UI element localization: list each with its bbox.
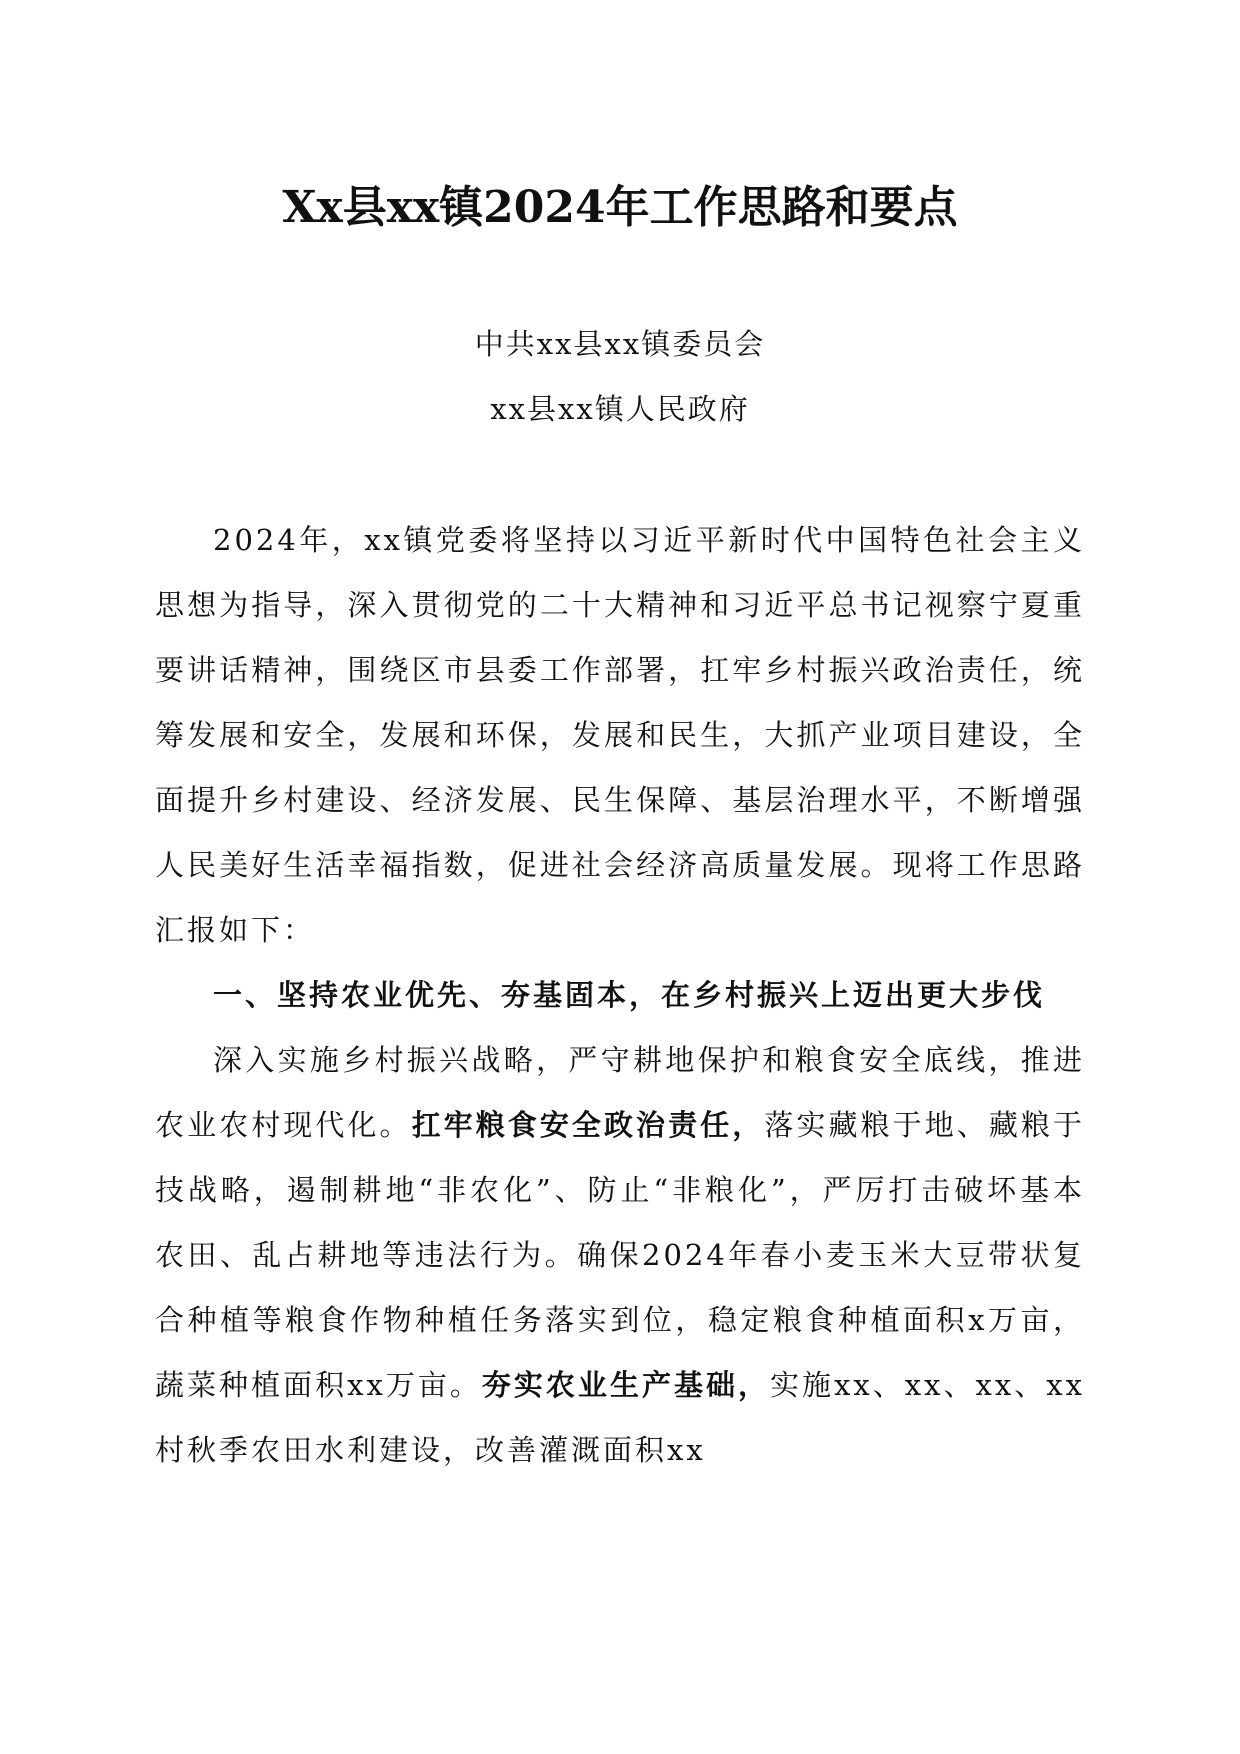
intro-paragraph: 2024年，xx镇党委将坚持以习近平新时代中国特色社会主义思想为指导，深入贯彻党的二十大精神和习近平总书记视察宁夏重要讲话精神，围绕区市县委工作部署，扛牢乡村振兴政治责任，统筹发展和安全，发展和环保，发展和民生，大抓产业项目建设，全面提升乡村建设、经济发展、民生保障、基层治理水平，不断增强人民美好生活幸福指数，促进社会经济高质量发展。现将工作思路汇报如下： bbox=[155, 523, 1085, 947]
section-1-text-part3: 实施xx、xx、xx、xx村秋季农田水利建设，改善灌溉面积xx bbox=[155, 1368, 1085, 1467]
section-1-text-part2: 落实藏粮于地、藏粮于技战略，遏制耕地“非农化”、防止“非粮化”，严厉打击破坏基本农田、乱占耕地等违法行为。确保2024年春小麦玉米大豆带状复合种植等粮食作物种植任务落实到位，稳定粮食种植面积x万亩，蔬菜种植面积xx万亩。 bbox=[155, 1108, 1085, 1402]
section-1-text-part1: 深入实施乡村振兴战略，严守耕地保护和粮食安全底线，推进农业农村现代化。 bbox=[155, 1043, 1085, 1142]
issuer-party-committee: 中共xx县xx镇委员会 bbox=[474, 327, 766, 361]
document-body bbox=[155, 508, 1085, 1483]
document-title: Xx县xx镇2024年工作思路和要点 bbox=[282, 182, 958, 233]
section-1-heading: 一、坚持农业优先、夯基固本，在乡村振兴上迈出更大步伐 bbox=[213, 978, 1046, 1012]
section-1-bold-phrase-2: 夯实农业生产基础， bbox=[481, 1368, 771, 1402]
section-1-paragraph bbox=[155, 1028, 1085, 1483]
issuer-town-government: xx县xx镇人民政府 bbox=[490, 392, 750, 426]
section-1-bold-phrase-1: 扛牢粮食安全政治责任， bbox=[411, 1108, 765, 1142]
